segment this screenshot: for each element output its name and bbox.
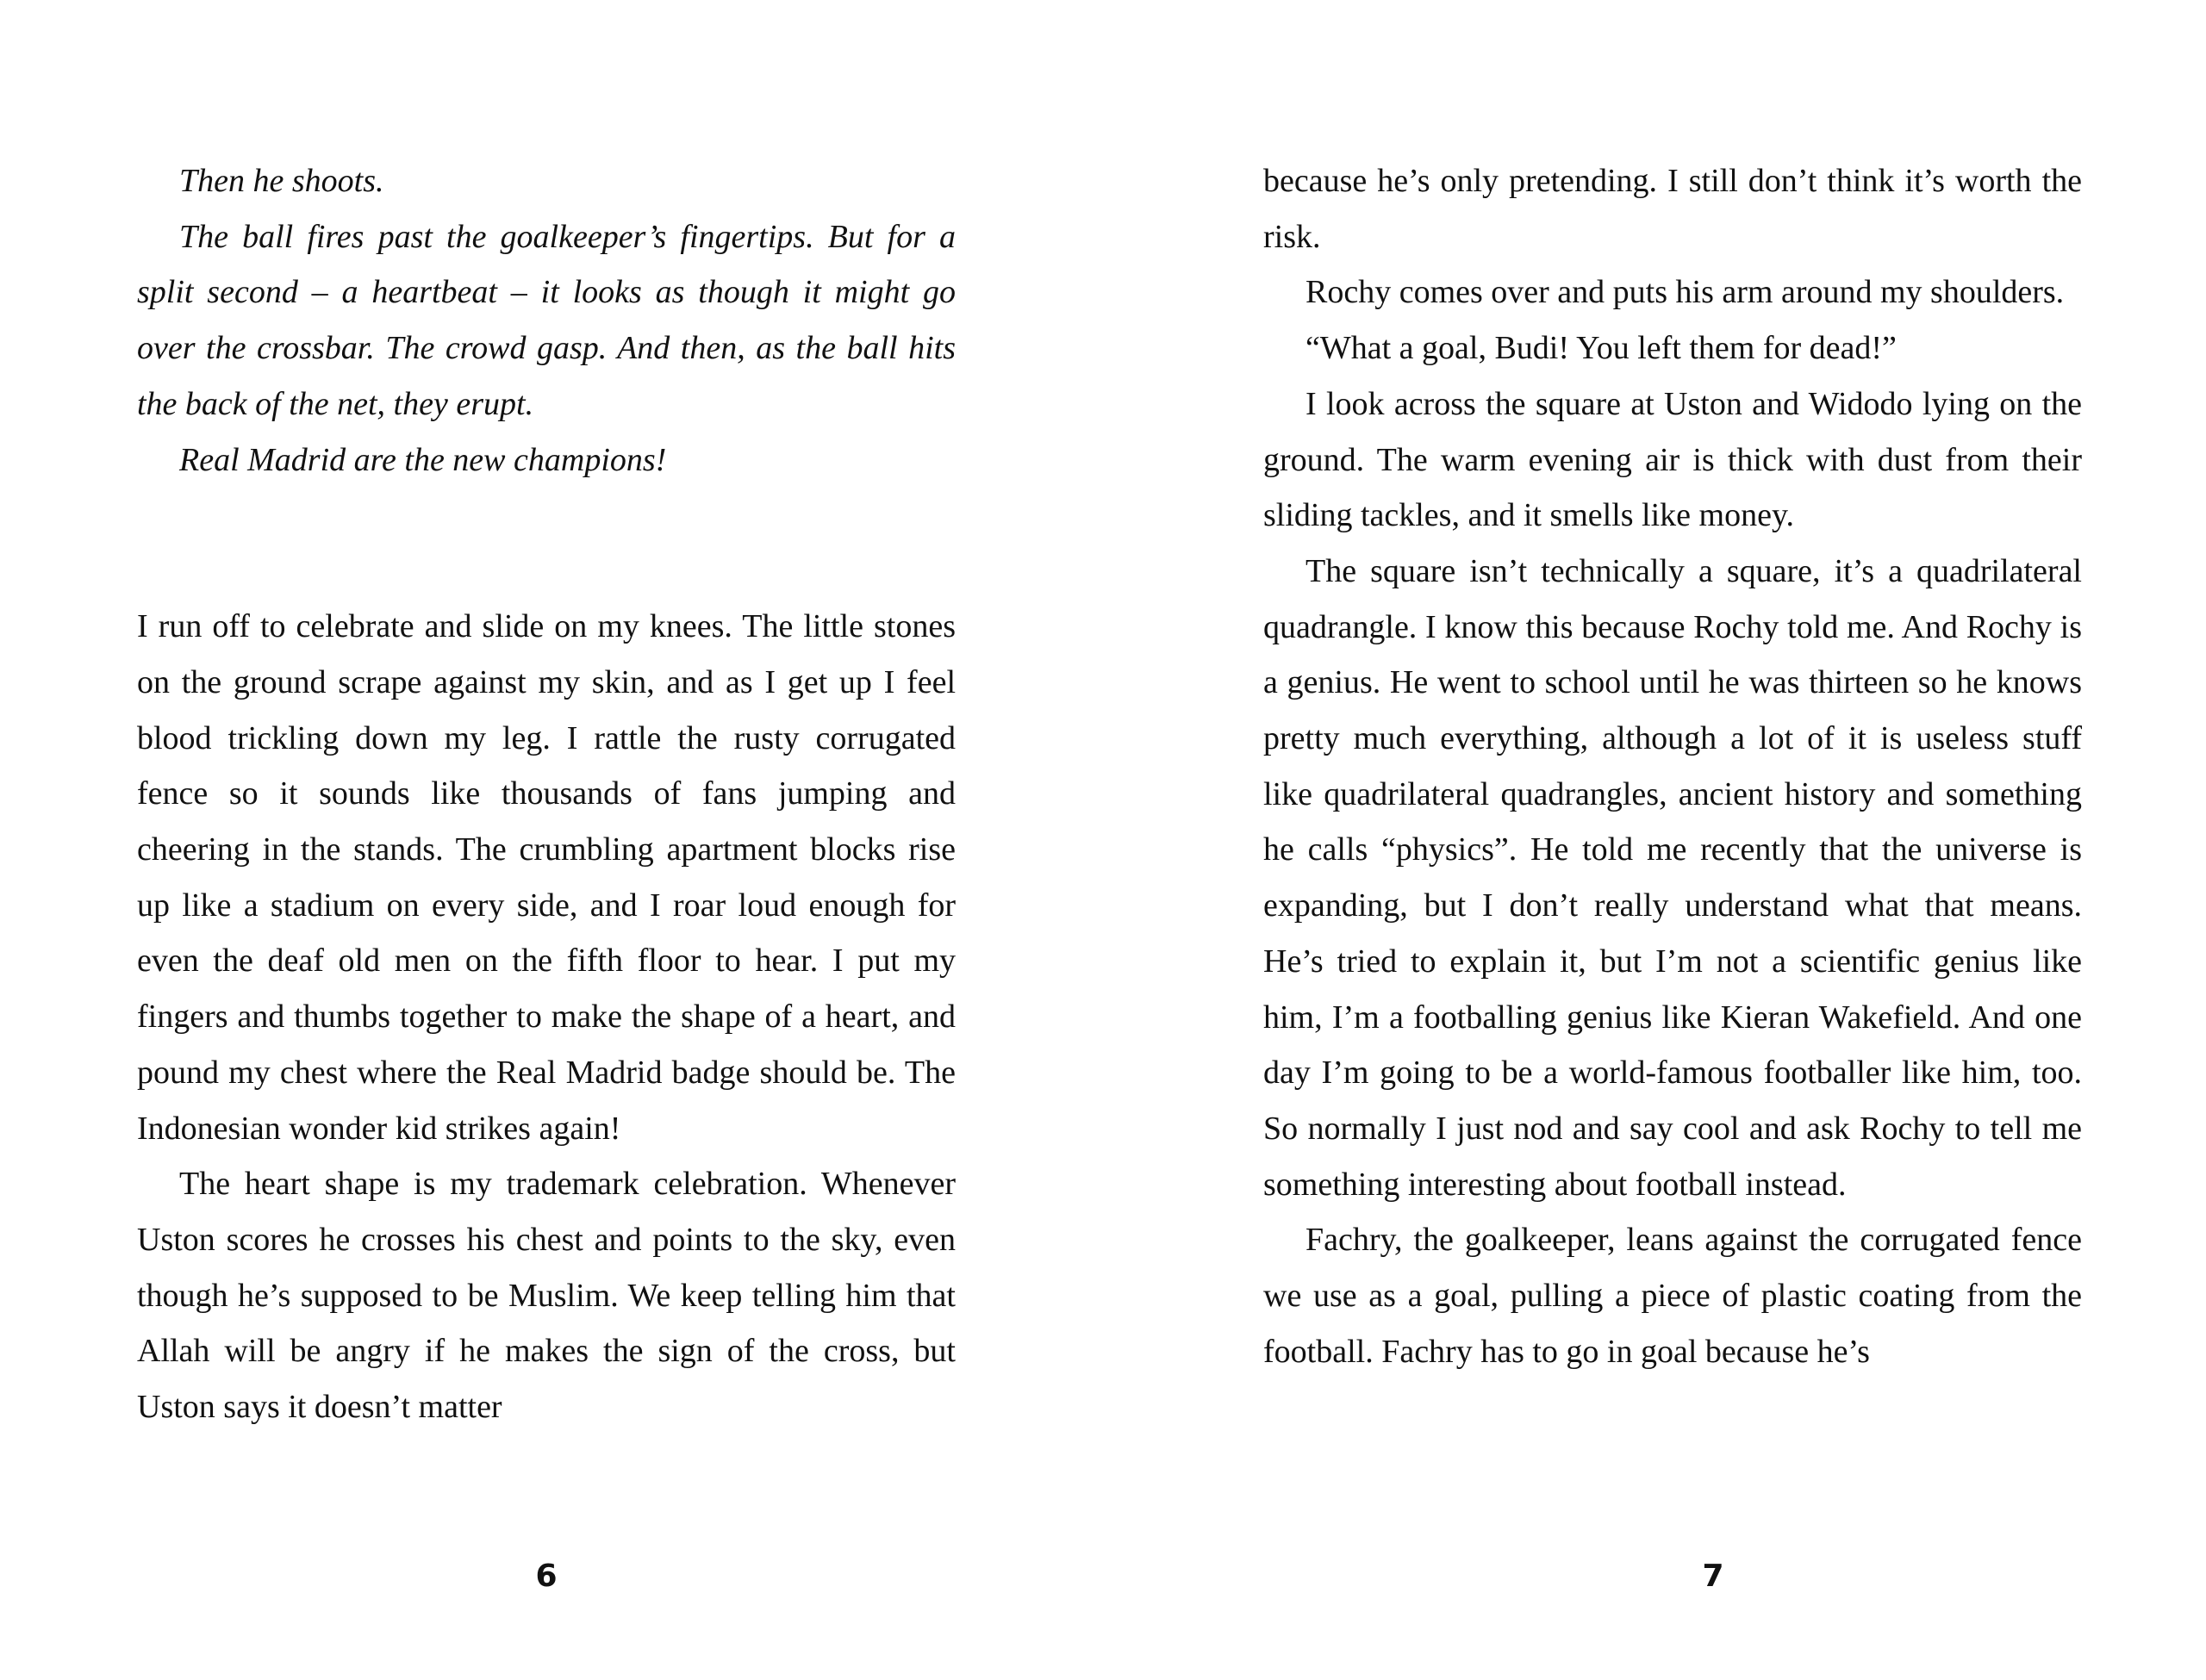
right-page-text bbox=[1263, 153, 2082, 1379]
italic-paragraph: Real Madrid are the new champions! bbox=[179, 441, 667, 478]
italic-paragraph: The ball fires past the goalkeeper’s fingertips. But for a split second – a heartbeat – it looks as though it might go over the crossbar. The crowd gasp. And then, as the ball hits the back of the net, they erupt. bbox=[137, 218, 956, 422]
body-paragraph: The heart shape is my trademark celebration. Whenever Uston scores he crosses his chest and points to the sky, even though he’s supposed to be Muslim. We keep telling him that Allah will be angry if he makes the sign of the cross, but Uston says it doesn’t matter bbox=[137, 1166, 956, 1426]
right-page bbox=[1103, 0, 2206, 1680]
body-paragraph: because he’s only pretending. I still don’t think it’s worth the risk. bbox=[1263, 163, 2082, 255]
italic-paragraph: Then he shoots. bbox=[179, 163, 384, 199]
body-paragraph: I run off to celebrate and slide on my knees. The little stones on the ground scrape against my skin, and as I get up I feel blood trickling down my leg. I rattle the rusty corrugated fence so it sounds like thousands of fans jumping and cheering in the stands. The crumbling apartment blocks rise up like a stadium on every side, and I roar loud enough for even the deaf old men on the fifth floor to hear. I put my fingers and thumbs together to make the shape of a heart, and pound my chest where the Real Madrid badge should be. The Indonesian wonder kid strikes again! bbox=[137, 608, 956, 1147]
body-paragraph: I look across the square at Uston and Widodo lying on the ground. The warm evening air is thick with dust from their sliding tackles, and it smells like money. bbox=[1263, 385, 2082, 534]
body-paragraph: The square isn’t technically a square, it’s a quadrilateral quadrangle. I know this because Rochy told me. And Rochy is a genius. He went to school until he was thirteen so he knows pretty much everything, although a lot of it is useless stuff like quadrilateral quadrangles, ancient history and something he calls “physics”. He told me recently that the universe is expanding, but I don’t really understand what that means. He’s tried to explain it, but I’m not a scientific genius like him, I’m a footballing genius like Kieran Wakefield. And one day I’m going to be a world-famous footballer like him, too. So normally I just nod and say cool and ask Rochy to tell me something interesting about football instead. bbox=[1263, 552, 2082, 1203]
page-number: 6 bbox=[535, 1559, 558, 1594]
body-paragraph: “What a goal, Budi! You left them for dead!” bbox=[1306, 330, 1897, 367]
section-break bbox=[137, 488, 956, 599]
body-paragraph: Rochy comes over and puts his arm around my shoulders. bbox=[1306, 274, 2065, 311]
page-number: 7 bbox=[1702, 1559, 1724, 1594]
body-paragraph: Fachry, the goalkeeper, leans against the corrugated fence we use as a goal, pulling a piece of plastic coating from the football. Fachry has to go in goal because he’s bbox=[1263, 1222, 2082, 1370]
left-page-text bbox=[137, 153, 956, 1435]
